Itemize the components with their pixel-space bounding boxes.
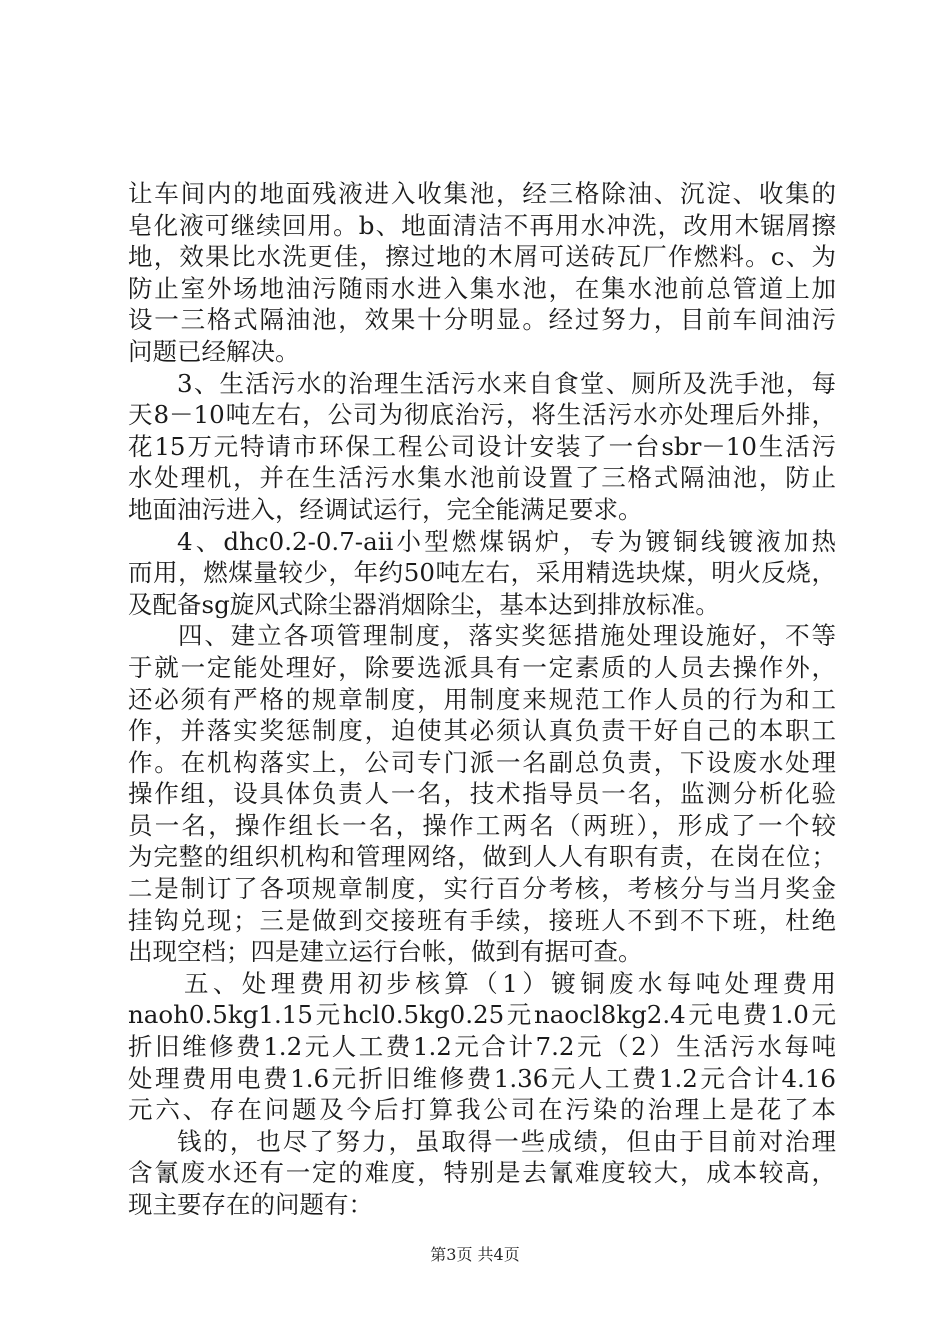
text-line: 现主要存在的问题有： <box>128 1190 373 1219</box>
text-line: 皂化液可继续回用。b、地面清洁不再用水冲洗，改用木锯屑擦 <box>128 210 836 240</box>
text-line: 二是制订了各项规章制度，实行百分考核，考核分与当月奖金 <box>128 874 836 904</box>
text-line: 让车间内的地面残液进入收集池，经三格除油、沉淀、收集的 <box>128 179 836 208</box>
text-line: 钱的，也尽了努力，虽取得一些成绩，但由于目前对治理 <box>177 1126 836 1156</box>
text-line: 天8－10吨左右，公司为彻底治污，将生活污水亦处理后外排， <box>128 400 836 430</box>
text-line: 为完整的组织机构和管理网络，做到人人有职有责，在岗在位； <box>128 842 836 872</box>
text-line: 元六、存在问题及今后打算我公司在污染的治理上是花了本 <box>128 1095 836 1125</box>
text-line: 4、dhc0.2-0.7-aii小型燃煤锅炉，专为镀铜线镀液加热 <box>177 526 836 556</box>
document-body <box>128 178 836 1221</box>
text-line: 挂钩兑现；三是做到交接班有手续，接班人不到不下班，杜绝 <box>128 905 836 935</box>
text-line: 四、建立各项管理制度，落实奖惩措施处理设施好，不等 <box>178 621 836 651</box>
text-line: 于就一定能处理好，除要选派具有一定素质的人员去操作外， <box>128 652 836 682</box>
text-line: 防止室外场地油污随雨水进入集水池，在集水池前总管道上加 <box>128 273 836 303</box>
text-line: 出现空档；四是建立运行台帐，做到有据可查。 <box>128 937 643 967</box>
text-line: 作，并落实奖惩制度，迫使其必须认真负责干好自己的本职工 <box>128 716 836 746</box>
text-line: 3、生活污水的治理生活污水来自食堂、厕所及洗手池，每 <box>177 368 836 398</box>
text-line: 员一名，操作组长一名，操作工两名（两班），形成了一个较 <box>128 810 836 840</box>
text-line: 作。在机构落实上，公司专门派一名副总负责，下设废水处理 <box>128 747 836 777</box>
text-line: 问题已经解决。 <box>128 336 300 366</box>
text-line: 地，效果比水洗更佳，擦过地的木屑可送砖瓦厂作燃料。c、为 <box>128 242 836 272</box>
text-line: 折旧维修费1.2元人工费1.2元合计7.2元（2）生活污水每吨 <box>128 1032 836 1062</box>
text-line: 操作组，设具体负责人一名，技术指导员一名，监测分析化验 <box>128 779 836 809</box>
text-line: 水处理机，并在生活污水集水池前设置了三格式隔油池，防止 <box>128 463 836 493</box>
text-line: 还必须有严格的规章制度，用制度来规范工作人员的行为和工 <box>128 684 836 714</box>
text-line: 及配备sg旋风式除尘器消烟除尘，基本达到排放标准。 <box>128 589 720 619</box>
text-line: naoh0.5kg1.15元hcl0.5kg0.25元naocl8kg2.4元电费1.0元 <box>128 1000 836 1030</box>
text-line: 地面油污进入，经调试运行，完全能满足要求。 <box>128 494 643 524</box>
page-number-footer: 第3页 共4页 <box>430 1245 520 1264</box>
text-line: 五、处理费用初步核算（1）镀铜废水每吨处理费用 <box>184 968 836 998</box>
text-line: 而用，燃煤量较少，年约50吨左右，采用精选块煤，明火反烧， <box>128 558 836 588</box>
text-line: 花15万元特请市环保工程公司设计安装了一台sbr－10生活污 <box>128 431 836 461</box>
text-line: 设一三格式隔油池，效果十分明显。经过努力，目前车间油污 <box>128 305 836 335</box>
text-line: 含氰废水还有一定的难度，特别是去氰难度较大，成本较高， <box>128 1158 836 1188</box>
text-line: 处理费用电费1.6元折旧维修费1.36元人工费1.2元合计4.16 <box>128 1063 836 1093</box>
